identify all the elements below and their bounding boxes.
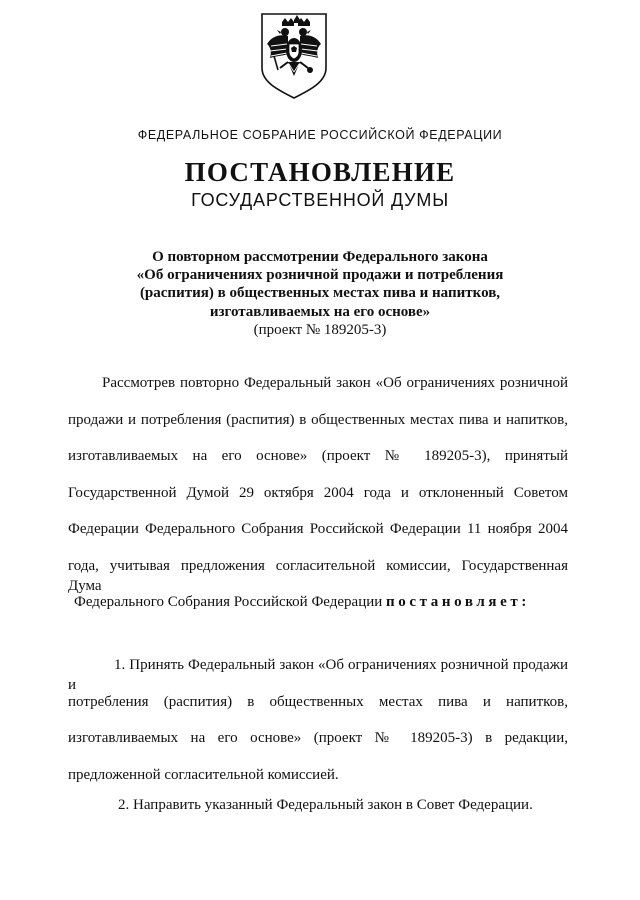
subject-line: «Об ограничениях розничной продажи и потребления bbox=[136, 267, 504, 284]
item-line: предложенной согласительной комиссией. bbox=[68, 766, 339, 783]
document-subject bbox=[0, 248, 640, 339]
preamble-line: Рассмотрев повторно Федеральный закон «Об ограничениях розничной bbox=[102, 375, 568, 391]
issuing-body: ФЕДЕРАЛЬНОЕ СОБРАНИЕ РОССИЙСКОЙ ФЕДЕРАЦИИ bbox=[137, 128, 503, 142]
preamble-line: продажи и потребления (распития) в общественных местах пива и напитков, bbox=[68, 411, 568, 428]
item-line: изготавливаемых на его основе» (проект № 189205-3) в редакции, bbox=[68, 730, 568, 746]
preamble-line: Федерации Федерального Собрания Российской Федерации 11 ноября 2004 bbox=[68, 521, 568, 537]
preamble-line: Федерального Собрания Российской Федерации bbox=[74, 594, 383, 610]
preamble-final-line bbox=[68, 592, 568, 629]
subject-line: изготавливаемых на его основе» bbox=[209, 303, 431, 320]
project-number: (проект № 189205-3) bbox=[253, 321, 387, 338]
resolution-item-2: 2. Направить указанный Федеральный закон в Совет Федерации. bbox=[118, 797, 533, 813]
document-type-subtitle: ГОСУДАРСТВЕННОЙ ДУМЫ bbox=[191, 190, 449, 210]
coat-of-arms-emblem bbox=[258, 10, 330, 100]
document-type-title: ПОСТАНОВЛЕНИЕ bbox=[184, 157, 456, 187]
resolves-word: постановляет: bbox=[386, 594, 530, 610]
preamble-paragraph bbox=[68, 373, 568, 629]
preamble-line: года, учитывая предложения согласительной комиссии, Государственная Дума bbox=[68, 557, 568, 594]
preamble-line: изготавливаемых на его основе» (проект № 189205-3), принятый bbox=[68, 448, 568, 464]
subject-line: О повторном рассмотрении Федерального закона bbox=[152, 249, 488, 265]
item-line: 1. Принять Федеральный закон «Об ограничениях розничной продажи и bbox=[68, 657, 568, 693]
resolution-item-1 bbox=[68, 655, 568, 801]
subject-line: (распития) в общественных местах пива и напитков, bbox=[139, 285, 501, 302]
preamble-line: Государственной Думой 29 октября 2004 года и отклоненный Советом bbox=[68, 484, 568, 501]
item-line: потребления (распития) в общественных местах пива и напитков, bbox=[68, 693, 568, 710]
